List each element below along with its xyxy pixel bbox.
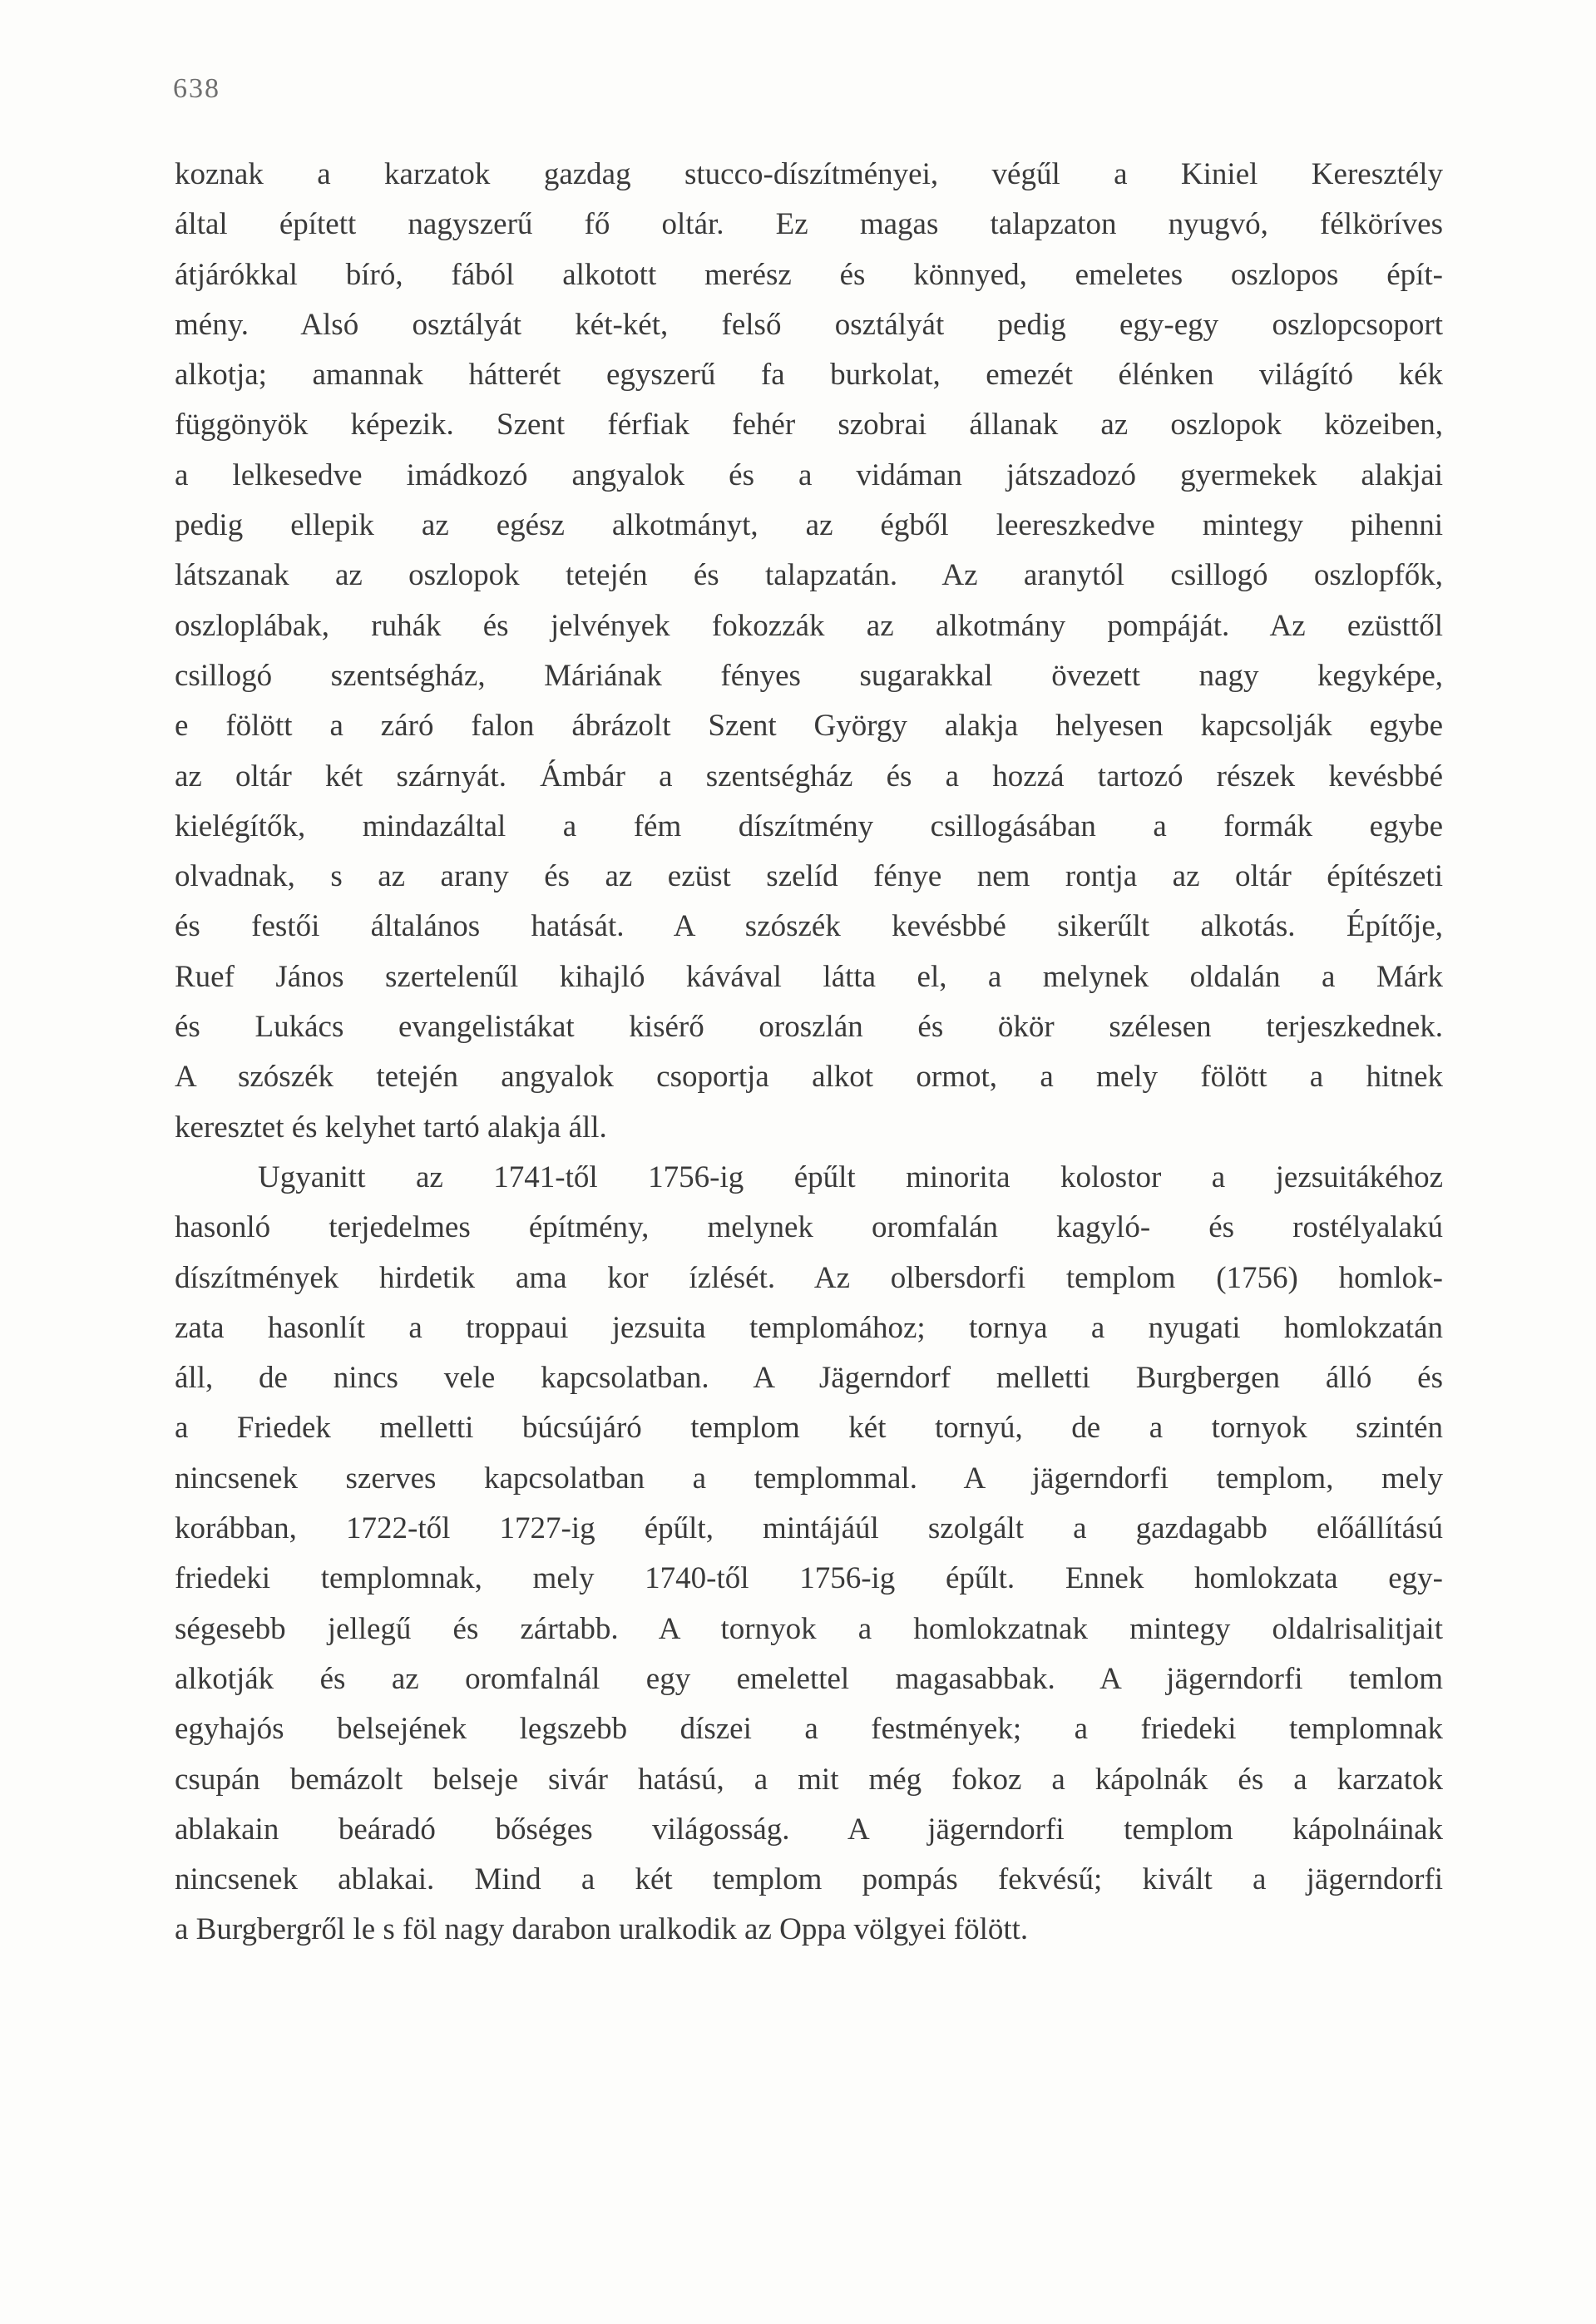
text-line: oszloplábak, ruhák és jelvények fokozzák az alkotmány pompáját. Az ezüsttől — [175, 608, 1443, 643]
text-line: díszítmények hirdetik ama kor ízlését. Az olbersdorfi templom (1756) homlok- — [175, 1260, 1443, 1295]
text-line: látszanak az oszlopok tetején és talapzatán. Az aranytól csillogó oszlopfők, — [175, 558, 1443, 593]
text-line: alkotja; amannak hátterét egyszerű fa burkolat, emezét élénken világító kék — [175, 358, 1443, 393]
text-line: zata hasonlít a troppaui jezsuita templomához; tornya a nyugati homlokzatán — [175, 1310, 1443, 1345]
text-line: az oltár két szárnyát. Ámbár a szentségház és a hozzá tartozó részek kevésbbé — [175, 759, 1443, 794]
text-line: A szószék tetején angyalok csoportja alkot ormot, a mely fölött a hitnek — [175, 1060, 1443, 1095]
text-line: koznak a karzatok gazdag stucco-díszítményei, végűl a Kiniel Keresztély — [175, 157, 1443, 191]
text-line: Ugyanitt az 1741-től 1756-ig épűlt minorita kolostor a jezsuitákéhoz — [258, 1160, 1443, 1194]
text-line: olvadnak, s az arany és az ezüst szelíd fénye nem rontja az oltár építészeti — [175, 859, 1443, 894]
text-line: alkotják és az oromfalnál egy emelettel magasabbak. A jägerndorfi temlom — [175, 1661, 1443, 1696]
text-line: és festői általános hatását. A szószék kevésbbé sikerűlt alkotás. Építője, — [175, 909, 1443, 944]
text-line: egyhajós belsejének legszebb díszei a festmények; a friedeki templomnak — [175, 1712, 1443, 1747]
text-line: keresztet és kelyhet tartó alakja áll. — [175, 1110, 607, 1145]
text-line: átjárókkal bíró, fából alkotott merész és könnyed, emeletes oszlopos épít- — [175, 257, 1443, 292]
text-line: nincsenek szerves kapcsolatban a templommal. A jägerndorfi templom, mely — [175, 1461, 1443, 1496]
text-line: ablakain beáradó bőséges világosság. A jägerndorfi templom kápolnáinak — [175, 1812, 1443, 1847]
page-number: 638 — [173, 73, 220, 104]
text-line: mény. Alsó osztályát két-két, felső osztályát pedig egy-egy oszlopcsoport — [175, 307, 1443, 342]
paragraph-1 — [175, 150, 1443, 1153]
paragraph-2 — [175, 1153, 1443, 1956]
text-line: a Burgbergről le s föl nagy darabon uralkodik az Oppa völgyei fölött. — [175, 1912, 1029, 1947]
text-line: pedig ellepik az egész alkotmányt, az égből leereszkedve mintegy pihenni — [175, 508, 1443, 543]
text-line: a lelkesedve imádkozó angyalok és a vidáman játszadozó gyermekek alakjai — [175, 457, 1443, 492]
text-line: ségesebb jellegű és zártabb. A tornyok a homlokzatnak mintegy oldalrisalitjait — [175, 1611, 1443, 1646]
text-line: és Lukács evangelistákat kisérő oroszlán és ökör szélesen terjeszkednek. — [175, 1010, 1443, 1045]
text-line: Ruef János szertelenűl kihajló kávával látta el, a melynek oldalán a Márk — [175, 959, 1443, 994]
text-line: a Friedek melletti búcsújáró templom két tornyú, de a tornyok szintén — [175, 1411, 1443, 1446]
body-text — [175, 150, 1443, 1956]
text-line: által épített nagyszerű fő oltár. Ez magas talapzaton nyugvó, félköríves — [175, 207, 1443, 242]
text-line: függönyök képezik. Szent férfiak fehér szobrai állanak az oszlopok közeiben, — [175, 408, 1443, 443]
text-line: e fölött a záró falon ábrázolt Szent György alakja helyesen kapcsolják egybe — [175, 709, 1443, 744]
text-line: kielégítők, mindazáltal a fém díszítmény csillogásában a formák egybe — [175, 808, 1443, 843]
text-line: friedeki templomnak, mely 1740-től 1756-ig épűlt. Ennek homlokzata egy- — [175, 1561, 1443, 1596]
text-line: hasonló terjedelmes építmény, melynek oromfalán kagyló- és rostélyalakú — [175, 1210, 1443, 1245]
text-line: csupán bemázolt belseje sivár hatású, a mit még fokoz a kápolnák és a karzatok — [175, 1762, 1443, 1797]
text-line: korábban, 1722-től 1727-ig épűlt, mintájáúl szolgált a gazdagabb előállítású — [175, 1511, 1443, 1546]
text-line: csillogó szentségház, Máriának fényes sugarakkal övezett nagy kegyképe, — [175, 658, 1443, 693]
text-line: áll, de nincs vele kapcsolatban. A Jägerndorf melletti Burgbergen álló és — [175, 1361, 1443, 1396]
text-line: nincsenek ablakai. Mind a két templom pompás fekvésű; kivált a jägerndorfi — [175, 1862, 1443, 1897]
